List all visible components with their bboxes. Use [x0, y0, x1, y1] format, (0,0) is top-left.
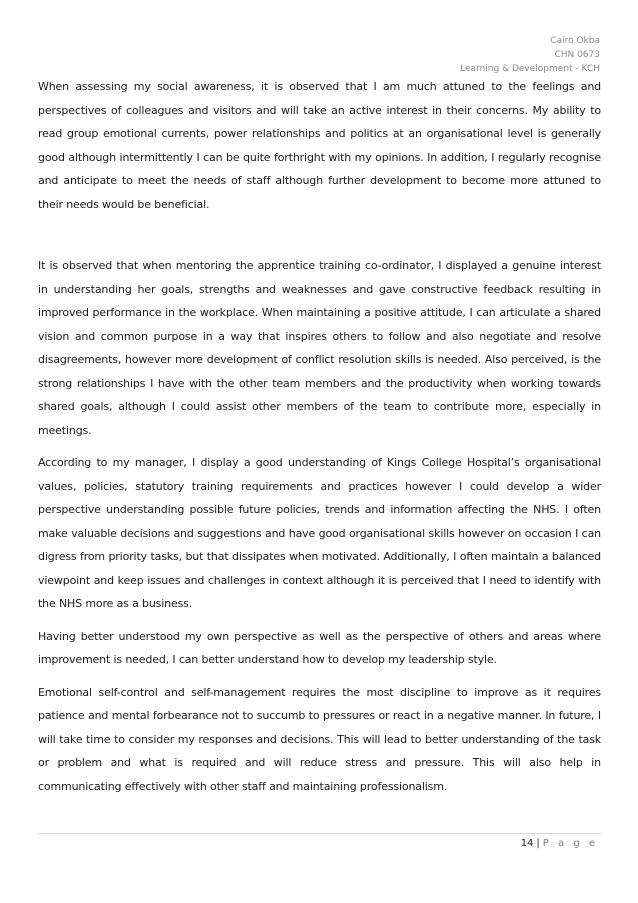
- paragraph-self-control: Emotional self-control and self-management requires the most discipline to improve as it requires patience and mental forbearance not to succumb to pressures or react in a negative manner. In future, I will take time to consider my responses and decisions. This will lead to better understanding of the task or problem and what is required and will reduce stress and pressure. This will also help in communicating effectively with other staff and maintaining professionalism.: [38, 685, 601, 793]
- page-header: [460, 34, 600, 76]
- page-footer: [521, 838, 598, 849]
- paragraph-social-awareness: When assessing my social awareness, it is observed that I am much attuned to the feelings and perspectives of colleagues and visitors and will take an active interest in their concerns. My ability to read group emotional currents, power relationships and politics at an organisational level is generally good although intermittently I can be quite forthright with my opinions. In addition, I regularly recognise and anticipate to meet the needs of staff although further development to become more attuned to their needs would be beneficial.: [38, 80, 601, 211]
- document-body: [38, 75, 601, 807]
- paragraph-perspective: Having better understood my own perspective as well as the perspective of others and areas where improvement is needed, I can better understand how to develop my leadership style.: [38, 629, 601, 666]
- paragraph-mentoring: It is observed that when mentoring the apprentice training co-ordinator, I displayed a genuine interest in understanding her goals, strengths and weaknesses and gave constructive feedback resulting in improved performance in the workplace. When maintaining a positive attitude, I can articulate a shared vision and common purpose in a way that inspires others to follow and also negotiate and resolve disagreements, however more development of conflict resolution skills is needed. Also perceived, is the strong relationships I have with the other team members and the productivity when working towards shared goals, although I could assist other members of the team to contribute more, especially in meetings.: [38, 259, 601, 437]
- footer-divider: [38, 833, 601, 834]
- header-author: Cairo Okba: [550, 36, 600, 46]
- page-number: 14: [520, 838, 534, 849]
- header-department: Learning & Development - KCH: [460, 64, 600, 74]
- header-code: CHN 0673: [554, 50, 600, 60]
- footer-separator: |: [536, 838, 540, 849]
- page-label: P a g e: [542, 838, 598, 849]
- paragraph-manager-feedback: According to my manager, I display a good understanding of Kings College Hospital’s organisational values, policies, statutory training requirements and practices however I could develop a wider perspective understanding possible future policies, trends and information affecting the NHS. I often make valuable decisions and suggestions and have good organisational skills however on occasion I can digress from priority tasks, but that dissipates when motivated. Additionally, I often maintain a balanced viewpoint and keep issues and challenges in context although it is perceived that I need to identify with the NHS more as a business.: [38, 456, 601, 610]
